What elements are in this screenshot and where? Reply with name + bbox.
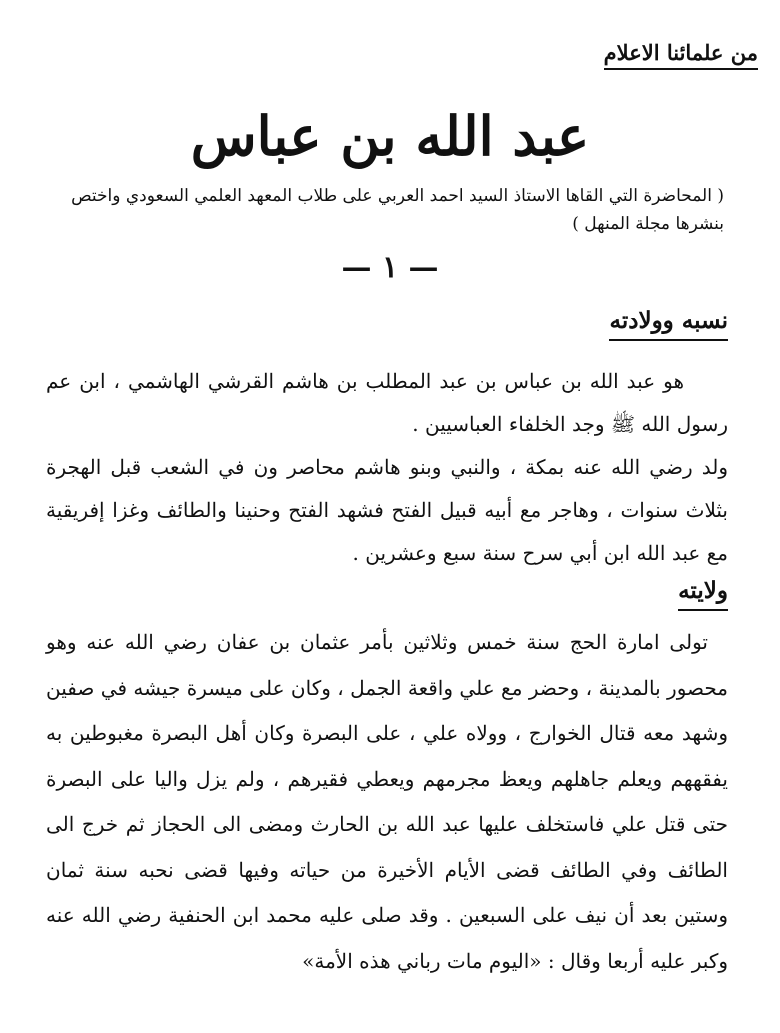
section-heading-lineage: نسبه وولادته xyxy=(609,307,728,341)
section-heading-governorship: ولايته xyxy=(678,577,728,611)
paragraph-birth: ولد رضي الله عنه بمكة ، والنبي وبنو هاشم محاصر ون في الشعب قبل الهجرة بثلاث سنوات ، وهاجر مع أبيه قبيل الفتح فشهد الفتح وحنينا والطائف وغزا إفريقية مع عبد الله ابن أبي سرح سنة سبع وعشرين . xyxy=(46,455,728,565)
series-header: من علمائنا الاعلام xyxy=(604,40,758,70)
paragraph-lineage: هو عبد الله بن عباس بن عبد المطلب بن هاشم القرشي الهاشمي ، ابن عم رسول الله ﷺ وجد الخلفاء العباسيين . xyxy=(46,369,728,436)
paragraph-governorship: تولى امارة الحج سنة خمس وثلاثين بأمر عثمان بن عفان رضي الله عنه وهو محصور بالمدينة ، وحضر مع علي واقعة الجمل ، وكان على ميسرة جيشه في صفين وشهد معه قتال الخوارج ، وولاه علي ، على البصرة وكان أهل البصرة مغبوطين به يفقههم ويعلم جاهلهم ويعظ مجرمهم ويعطي فقيرهم ، ولم يزل واليا على البصرة حتى قتل علي فاستخلف عليها عبد الله بن الحارث ومضى الى الحجاز ثم خرج الى الطائف وفي الطائف قضى الأيام الأخيرة من حياته وفيها قضى نحبه سنة ثمان وستين بعد أن نيف على السبعين . وقد صلى عليه محمد ابن الحنفية رضي الله عنه وكبر عليه أربعا وقال : «اليوم مات رباني هذه الأمة» xyxy=(46,630,728,973)
article-subtitle: ( المحاضرة التي القاها الاستاذ السيد احمد العربي على طلاب المعهد العلمي السعودي واختص بنشرها مجلة المنهل ) xyxy=(71,186,724,234)
article-title: عبد الله بن عباس xyxy=(190,104,590,168)
part-number: — ١ — xyxy=(341,250,439,285)
